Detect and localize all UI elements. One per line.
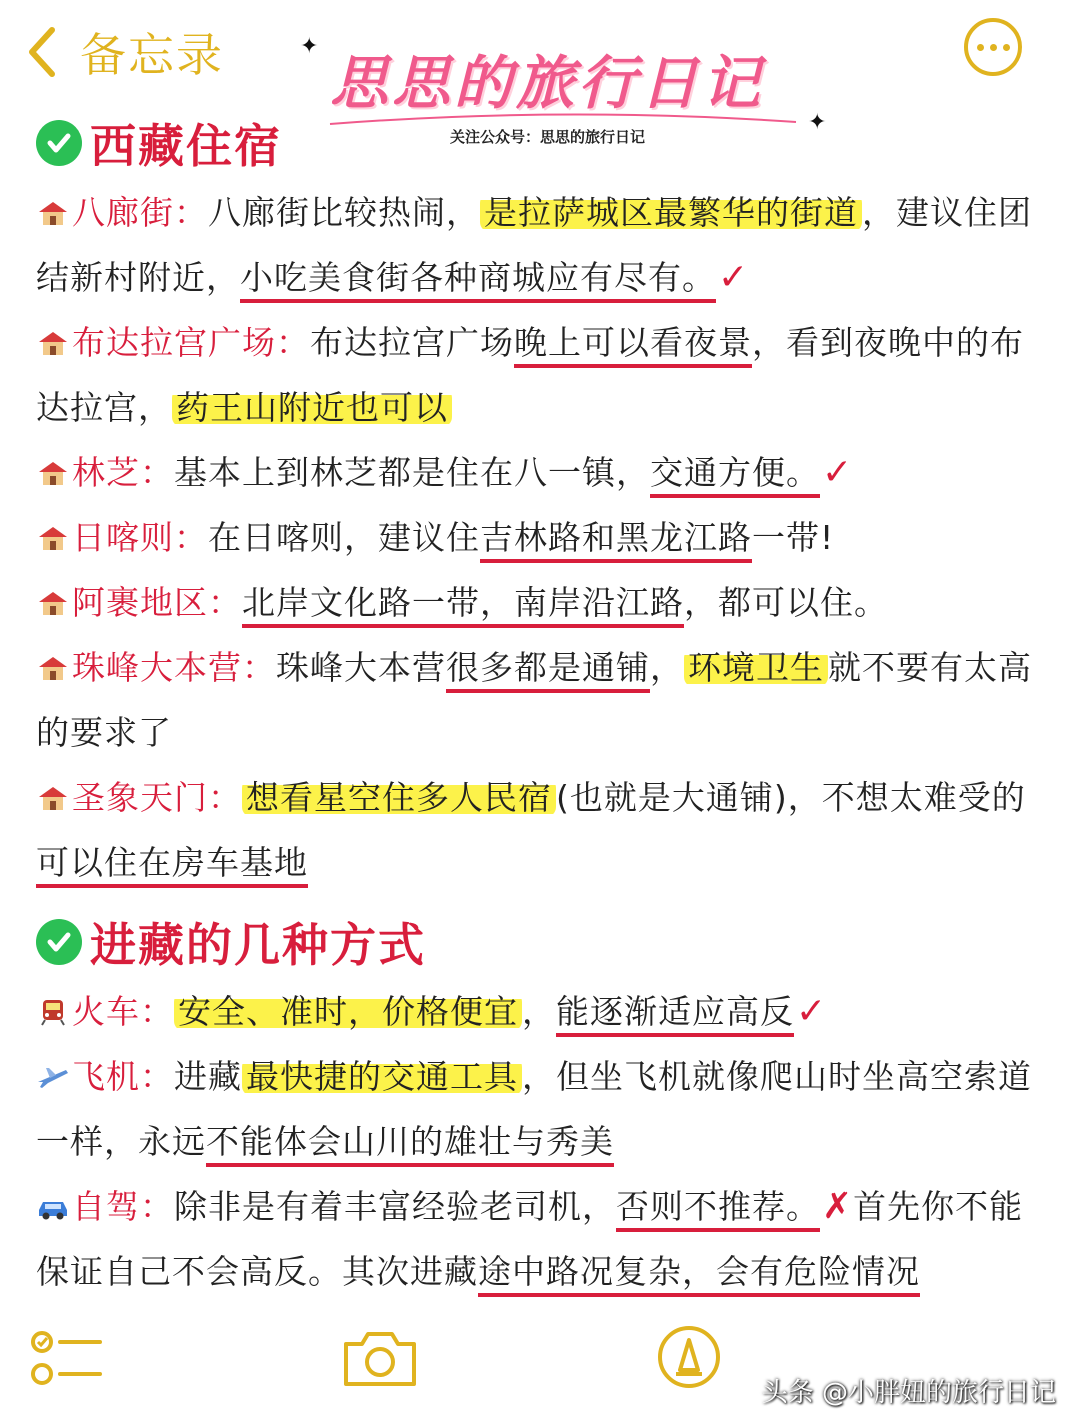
note-content[interactable] [36,108,1050,1304]
underlined-text: 吉林路和黑龙江路 [480,518,752,563]
item-text: 就不要有太高的要求了 [36,648,1032,752]
item-text: (也就是大通铺)，不想太难受的 [556,778,1026,817]
diary-subtitle: 关注公众号：思思的旅行日记 [450,128,646,146]
item-label: 日喀则： [72,518,208,557]
item-text: 在日喀则，建议住 [208,518,480,557]
item-label: 圣象天门： [72,778,242,817]
highlighted-text: 安全、准时，价格便宜 [174,992,522,1031]
checklist-icon[interactable] [30,1328,104,1390]
lodging-item [36,570,1050,635]
lodging-item [36,440,1050,505]
car-icon [36,1192,70,1222]
highlighted-text: 想看星空住多人民宿 [242,778,556,817]
house-icon [36,523,70,553]
house-icon [36,458,70,488]
cross-mark-icon: ✗ [822,1186,854,1227]
item-text: ，但坐飞机就像爬山时坐高空索道一样，永远 [36,1057,1032,1161]
pen-icon[interactable] [656,1324,722,1390]
back-button[interactable] [22,22,224,82]
lodging-item [36,765,1050,895]
item-label: 布达拉宫广场： [72,323,310,362]
section-title: 西藏住宿 [90,119,282,173]
item-label: 飞机： [72,1057,174,1096]
checkmark-icon: ✓ [796,991,828,1032]
underlined-text: 北岸文化路一带，南岸沿江路 [242,583,684,628]
train-icon [36,997,70,1027]
underlined-text: 不能体会山川的雄壮与秀美 [206,1122,614,1167]
house-icon [36,653,70,683]
item-text: 一带! [752,518,835,557]
item-label: 阿裹地区： [72,583,242,622]
dot [1003,44,1010,51]
house-icon [36,198,70,228]
more-options-button[interactable] [964,18,1022,76]
section-title: 进藏的几种方式 [90,918,426,972]
highlighted-text: 环境卫生 [684,648,828,687]
lodging-item [36,505,1050,570]
highlighted-text: 是拉萨城区最繁华的街道 [480,193,862,232]
chevron-left-icon [22,24,62,80]
house-icon [36,588,70,618]
dot [990,44,997,51]
item-text: ，建议住团结新村附近， [36,193,1032,297]
sparkle-icon: ✦ [300,34,319,59]
item-text: 除非是有着丰富经验老司机， [174,1187,616,1226]
underlined-text: 可以住在房车基地 [36,843,308,888]
underlined-text: 能逐渐适应高反 [556,992,794,1037]
airplane-icon [36,1062,70,1092]
underlined-text: 交通方便。 [650,453,820,498]
diary-title: 思思的旅行日记 [330,49,765,117]
item-text: ，都可以住。 [684,583,888,622]
back-label: 备忘录 [80,28,224,82]
item-label: 火车： [72,992,174,1031]
underlined-text: 很多都是通铺 [446,648,650,693]
dot [977,44,984,51]
item-text: ，看到夜晚中的布达拉宫， [36,323,1024,427]
highlighted-text: 药王山附近也可以 [172,388,452,427]
item-label: 八廊街： [72,193,208,232]
underlined-text: 小吃美食街各种商城应有尽有。 [240,258,716,303]
transport-item [36,1174,1050,1304]
transport-item [36,979,1050,1044]
lodging-item [36,310,1050,440]
checkmark-icon: ✓ [718,257,750,298]
item-text: 布达拉宫广场 [310,323,514,362]
item-text: 八廊街比较热闹， [208,193,480,232]
section-header-lodging [36,108,1050,178]
house-icon [36,328,70,358]
house-icon [36,783,70,813]
item-label: 林芝： [72,453,174,492]
transport-item [36,1044,1050,1174]
camera-icon[interactable] [340,1328,420,1390]
underlined-text: 途中路况复杂，会有危险情况 [478,1252,920,1297]
section-header-transport [36,907,1050,977]
item-text: 首先你不能保证自己不会高反。其次进藏 [36,1187,1024,1291]
checkmark-icon: ✓ [822,452,854,493]
underlined-text: 否则不推荐。 [616,1187,820,1232]
watermark: 头条 @小胖妞的旅行日记 [761,1378,1056,1408]
item-label: 自驾： [72,1187,174,1226]
highlighted-text: 最快捷的交通工具 [242,1057,522,1096]
check-circle-icon [36,919,82,965]
item-text: 进藏 [174,1057,242,1096]
sparkle-icon: ✦ [808,110,827,135]
item-text: 珠峰大本营 [276,648,446,687]
underlined-text: 晚上可以看夜景 [514,323,752,368]
lodging-item [36,180,1050,310]
item-text: ， [522,992,556,1031]
item-label: 珠峰大本营： [72,648,276,687]
item-text: 基本上到林芝都是住在八一镇， [174,453,650,492]
check-circle-icon [36,120,82,166]
item-text: ， [650,648,684,687]
lodging-item [36,635,1050,765]
